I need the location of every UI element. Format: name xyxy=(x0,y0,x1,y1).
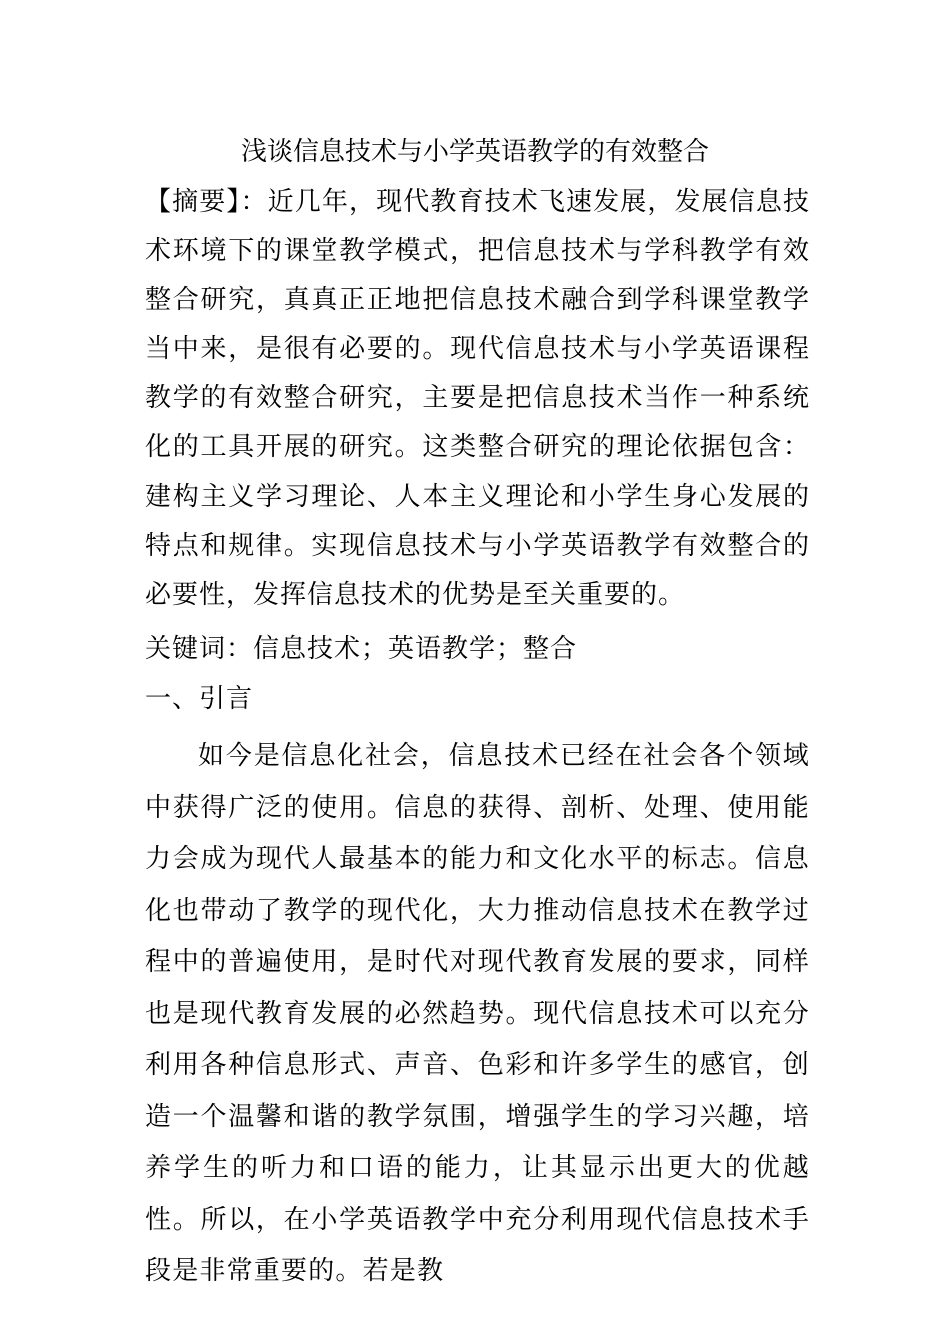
section-heading-introduction: 一、引言 xyxy=(145,684,254,714)
keywords-line: 关键词：信息技术；英语教学；整合 xyxy=(145,634,578,664)
abstract-paragraph: 【摘要】：近几年，现代教育技术飞速发展，发展信息技术环境下的课堂教学模式，把信息技术与学科教学有效整合研究，真真正正地把信息技术融合到学科课堂教学当中来，是很有必要的。现代信息技术与小学英语课程教学的有效整合研究，主要是把信息技术当作一种系统化的工具开展的研究。这类整合研究的理论依据包含：建构主义学习理论、人本主义理论和小学生身心发展的特点和规律。实现信息技术与小学英语教学有效整合的必要性，发挥信息技术的优势是至关重要的。 xyxy=(145,187,810,610)
introduction-paragraph: 如今是信息化社会，信息技术已经在社会各个领域中获得广泛的使用。信息的获得、剖析、处理、使用能力会成为现代人最基本的能力和文化水平的标志。信息化也带动了教学的现代化，大力推动信息技术在教学过程中的普遍使用，是时代对现代教育发展的要求，同样也是现代教育发展的必然趋势。现代信息技术可以充分利用各种信息形式、声音、色彩和许多学生的感官，创造一个温馨和谐的教学氛围，增强学生的学习兴趣，培养学生的听力和口语的能力，让其显示出更大的优越性。所以，在小学英语教学中充分利用现代信息技术手段是非常重要的。若是教 xyxy=(145,741,810,1286)
document-title: 浅谈信息技术与小学英语教学的有效整合 xyxy=(240,137,709,167)
